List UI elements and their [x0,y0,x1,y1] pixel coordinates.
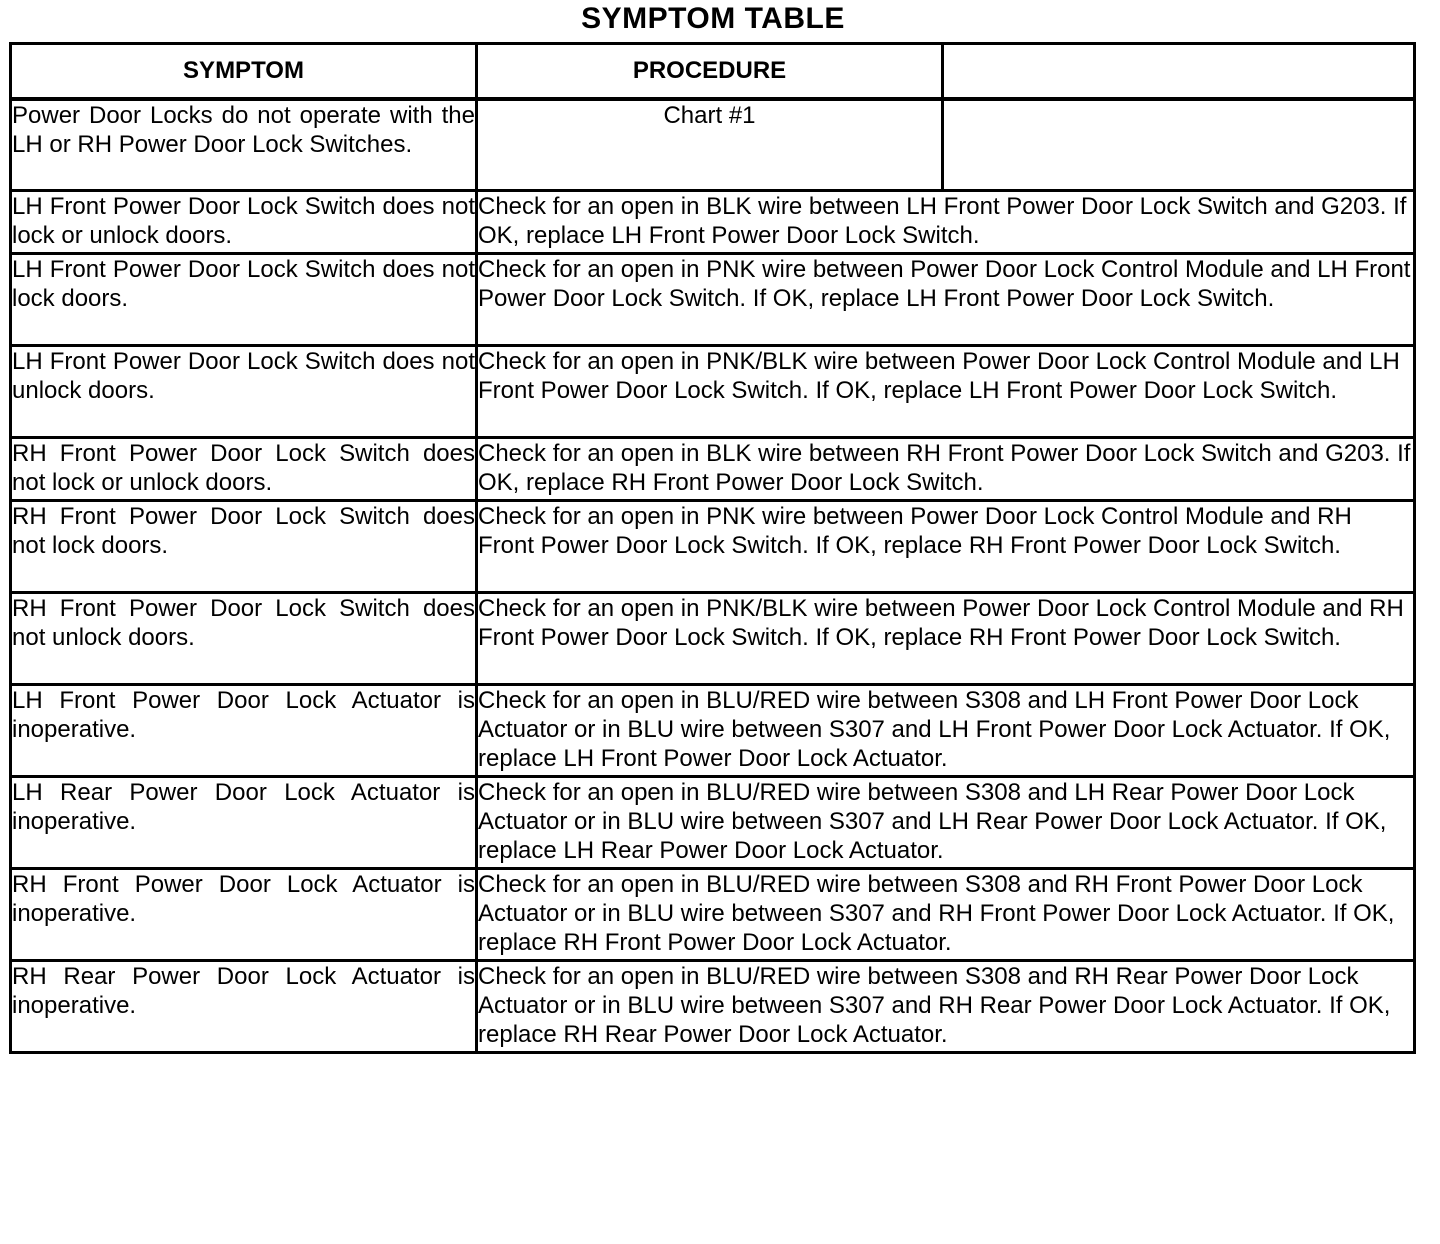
procedure-cell: Check for an open in PNK wire between Power Door Lock Control Module and LH Front Power Door Lock Switch. If OK, replace LH Front Power Door Lock Switch. [477,254,1415,346]
table-row [11,438,1415,501]
table-row [11,346,1415,438]
symptom-cell: RH Front Power Door Lock Switch does not lock doors. [11,501,477,593]
procedure-cell: Check for an open in BLU/RED wire between S308 and LH Front Power Door Lock Actuator or in BLU wire between S307 and LH Front Power Door Lock Actuator. If OK, replace LH Front Power Door Lock Actuator. [477,685,1415,777]
table-row [11,254,1415,346]
symptom-cell: LH Rear Power Door Lock Actuator is inoperative. [11,777,477,869]
table-row [11,593,1415,685]
table-row [11,99,1415,191]
table-row [11,961,1415,1053]
page-title: SYMPTOM TABLE [581,2,845,35]
table-header-row [11,44,1415,100]
header-symptom: SYMPTOM [11,44,477,100]
symptom-cell: Power Door Locks do not operate with the LH or RH Power Door Lock Switches. [11,99,477,191]
table-row [11,869,1415,961]
chart-reference: Chart #1 [477,99,943,191]
procedure-cell: Check for an open in BLK wire between RH Front Power Door Lock Switch and G203. If OK, replace RH Front Power Door Lock Switch. [477,438,1415,501]
symptom-cell: LH Front Power Door Lock Switch does not unlock doors. [11,346,477,438]
procedure-cell: Check for an open in PNK/BLK wire between Power Door Lock Control Module and LH Front Power Door Lock Switch. If OK, replace LH Front Power Door Lock Switch. [477,346,1415,438]
procedure-cell: Check for an open in BLK wire between LH Front Power Door Lock Switch and G203. If OK, replace LH Front Power Door Lock Switch. [477,191,1415,254]
symptom-cell: LH Front Power Door Lock Actuator is inoperative. [11,685,477,777]
procedure-cell: Check for an open in BLU/RED wire between S308 and LH Rear Power Door Lock Actuator or in BLU wire between S307 and LH Rear Power Door Lock Actuator. If OK, replace LH Rear Power Door Lock Actuator. [477,777,1415,869]
procedure-cell: Check for an open in PNK wire between Power Door Lock Control Module and RH Front Power Door Lock Switch. If OK, replace RH Front Power Door Lock Switch. [477,501,1415,593]
table-row [11,501,1415,593]
header-extra [943,44,1415,100]
empty-cell [943,99,1415,191]
symptom-cell: LH Front Power Door Lock Switch does not lock doors. [11,254,477,346]
symptom-cell: RH Front Power Door Lock Switch does not lock or unlock doors. [11,438,477,501]
symptom-cell: RH Front Power Door Lock Actuator is inoperative. [11,869,477,961]
symptom-cell: LH Front Power Door Lock Switch does not lock or unlock doors. [11,191,477,254]
header-procedure: PROCEDURE [477,44,943,100]
table-row [11,685,1415,777]
procedure-cell: Check for an open in BLU/RED wire between S308 and RH Front Power Door Lock Actuator or in BLU wire between S307 and RH Front Power Door Lock Actuator. If OK, replace RH Front Power Door Lock Actuator. [477,869,1415,961]
table-row [11,191,1415,254]
procedure-cell: Check for an open in PNK/BLK wire between Power Door Lock Control Module and RH Front Power Door Lock Switch. If OK, replace RH Front Power Door Lock Switch. [477,593,1415,685]
table-row [11,777,1415,869]
symptom-table [9,42,1416,1054]
symptom-cell: RH Rear Power Door Lock Actuator is inoperative. [11,961,477,1053]
symptom-cell: RH Front Power Door Lock Switch does not unlock doors. [11,593,477,685]
procedure-cell: Check for an open in BLU/RED wire between S308 and RH Rear Power Door Lock Actuator or in BLU wire between S307 and RH Rear Power Door Lock Actuator. If OK, replace RH Rear Power Door Lock Actuator. [477,961,1415,1053]
